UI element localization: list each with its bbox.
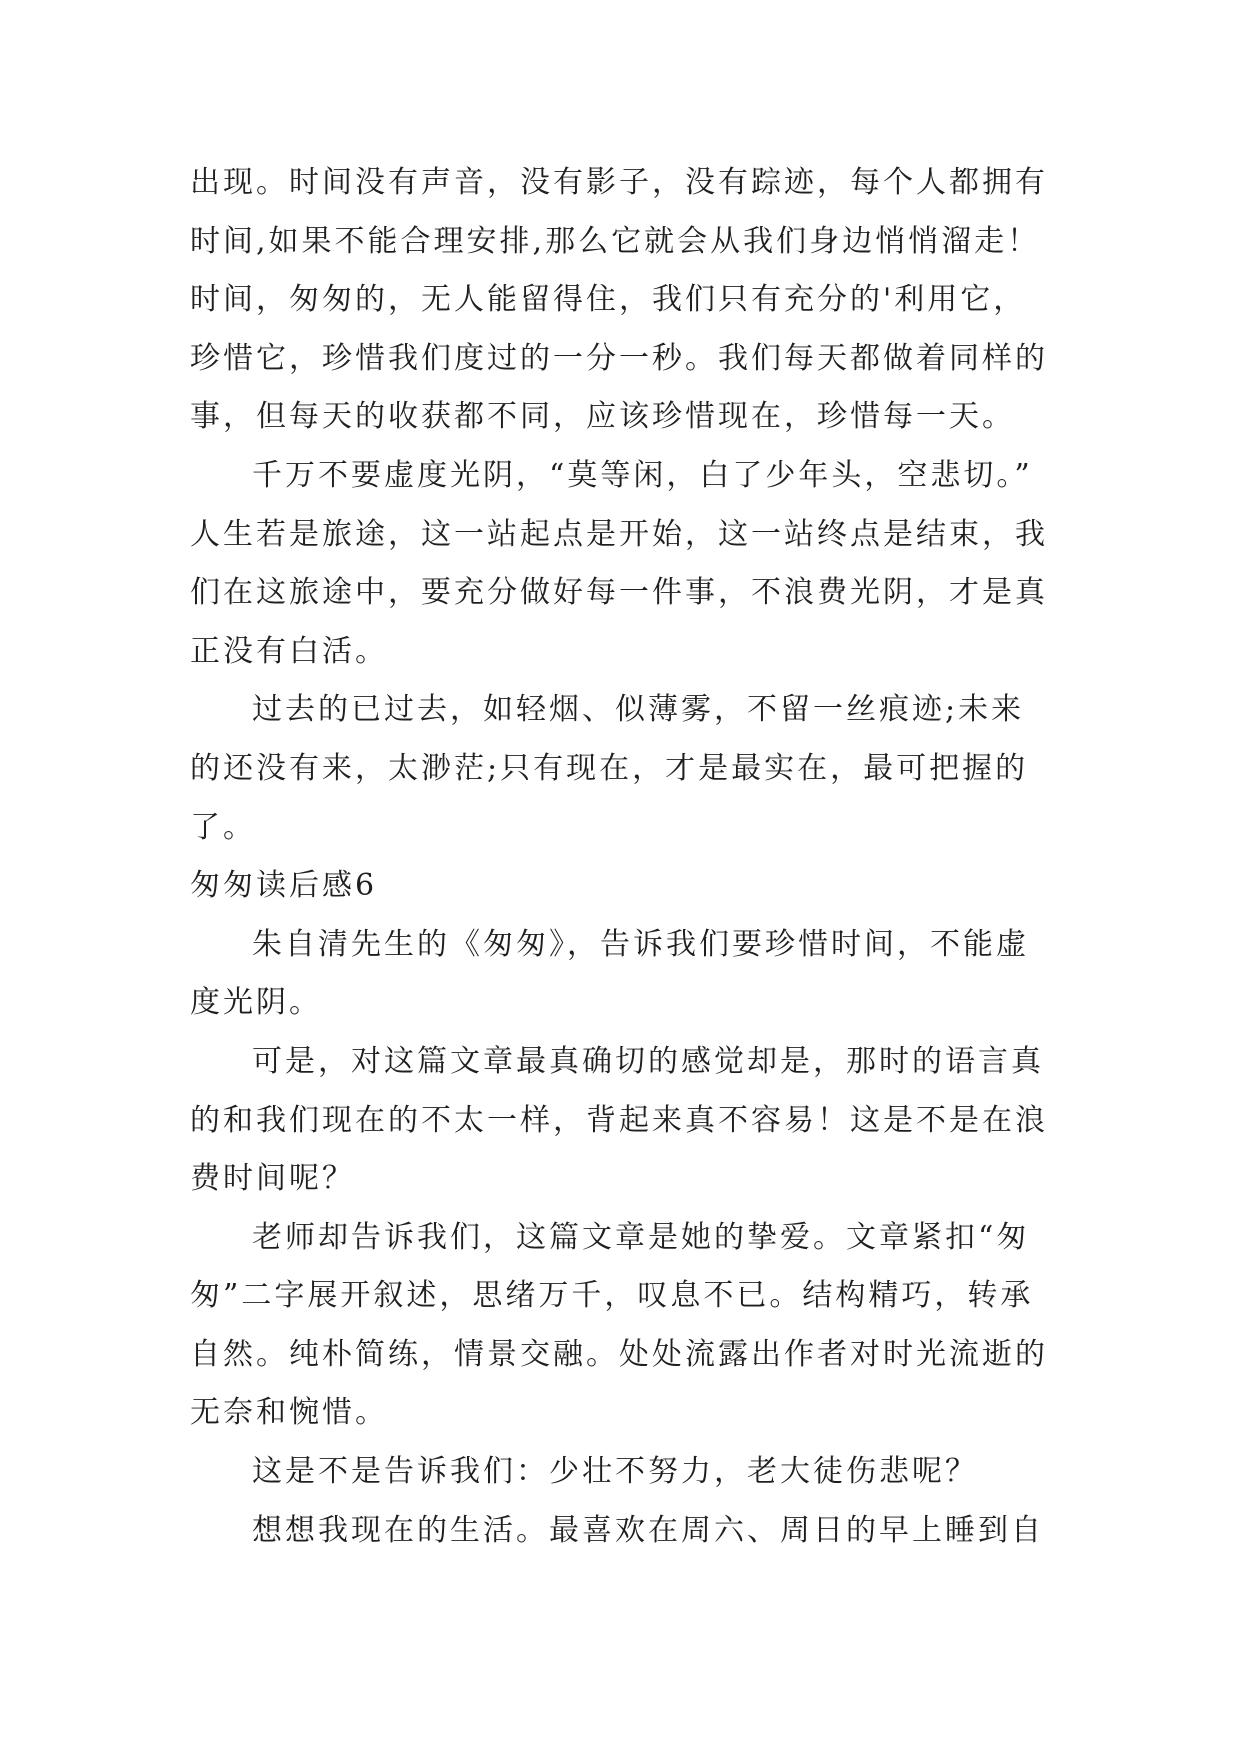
text-line: 正没有白活。 [190, 633, 388, 669]
text-line: 这是不是告诉我们：少壮不努力，老大徒伤悲呢？ [252, 1454, 978, 1490]
text-line: 的还没有来，太渺茫;只有现在，才是最实在，最可把握的 [190, 750, 1029, 786]
text-line: 老师却告诉我们，这篇文章是她的挚爱。文章紧扣“匆 [252, 1219, 1030, 1255]
text-line: 珍惜它，珍惜我们度过的一分一秒。我们每天都做着同样的 [190, 340, 1048, 376]
document-body [190, 154, 1070, 1560]
text-line: 时间,如果不能合理安排,那么它就会从我们身边悄悄溜走！ [190, 223, 1041, 259]
text-line: 朱自清先生的《匆匆》，告诉我们要珍惜时间，不能虚 [252, 926, 1029, 962]
text-line: 可是，对这篇文章最真确切的感觉却是，那时的语言真 [252, 1043, 1044, 1079]
text-line: 自然。纯朴简练，情景交融。处处流露出作者对时光流逝的 [190, 1336, 1048, 1372]
paragraph [190, 916, 1070, 1033]
text-line: 的和我们现在的不太一样，背起来真不容易！这是不是在浪 [190, 1102, 1048, 1138]
text-line: 了。 [190, 809, 256, 845]
text-line: 费时间呢？ [190, 1161, 355, 1197]
paragraph [190, 1209, 1070, 1443]
text-line: 过去的已过去，如轻烟、似薄雾，不留一丝痕迹;未来 [252, 692, 1025, 728]
paragraph [190, 1502, 1070, 1561]
paragraph [190, 447, 1070, 681]
text-line: 出现。时间没有声音，没有影子，没有踪迹，每个人都拥有 [190, 165, 1048, 200]
text-line: 们在这旅途中，要充分做好每一件事，不浪费光阴，才是真 [190, 575, 1048, 611]
text-line: 无奈和惋惜。 [190, 1395, 388, 1431]
text-line: 时间，匆匆的，无人能留得住，我们只有充分的'利用它， [190, 282, 1027, 318]
text-line: 度光阴。 [190, 985, 322, 1021]
text-line: 想想我现在的生活。最喜欢在周六、周日的早上睡到自 [252, 1512, 1044, 1548]
text-line: 人生若是旅途，这一站起点是开始，这一站终点是结束，我 [190, 516, 1048, 552]
paragraph [190, 681, 1070, 857]
paragraph [190, 1443, 1070, 1502]
section-heading [190, 857, 1070, 916]
heading-text: 匆匆读后感6 [190, 868, 378, 904]
paragraph [190, 1033, 1070, 1209]
paragraph-continuation [190, 154, 1070, 447]
text-line: 千万不要虚度光阴，“莫等闲，白了少年头，空悲切。” [252, 457, 1033, 493]
text-line: 匆”二字展开叙述，思绪万千，叹息不已。结构精巧，转承 [190, 1278, 1034, 1314]
text-line: 事，但每天的收获都不同，应该珍惜现在，珍惜每一天。 [190, 399, 1015, 435]
